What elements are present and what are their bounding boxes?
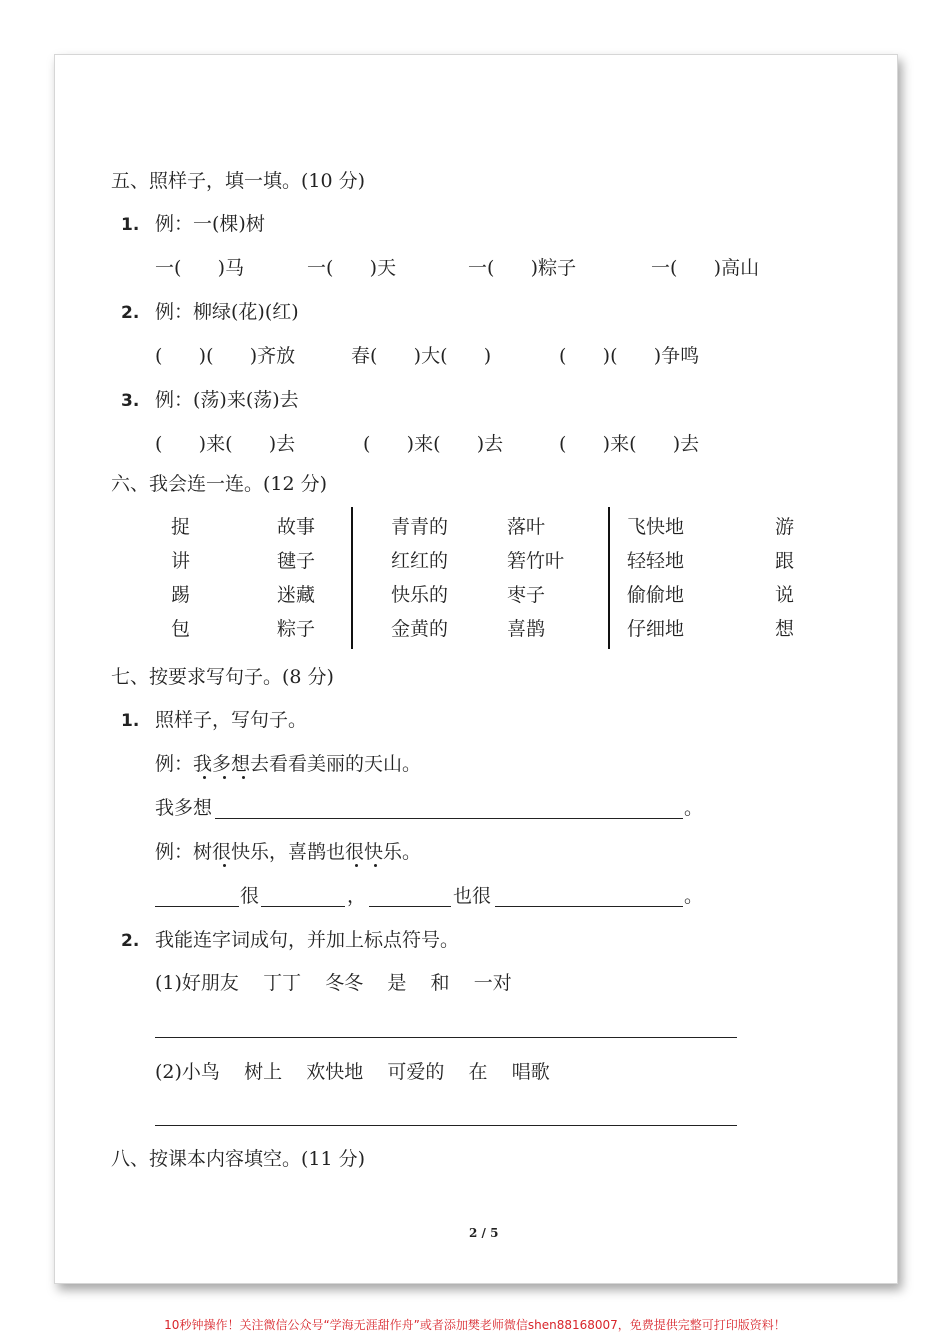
section-6-title: 六、我会连一连。(12 分): [111, 473, 328, 495]
answer-line[interactable]: [215, 818, 683, 819]
q1-number: 1.: [121, 215, 140, 235]
s7-fill-hen: 很: [240, 885, 260, 907]
q1-item-1: 一( )马: [155, 257, 245, 279]
match-g3-right-4: 想: [775, 618, 795, 640]
answer-line[interactable]: [369, 906, 451, 907]
q2-item-1: ( )( )齐放: [155, 345, 296, 367]
q1-item-3: 一( )粽子: [468, 257, 577, 279]
match-g3-left-4: 仔细地: [627, 618, 685, 640]
q1-item-4: 一( )高山: [651, 257, 760, 279]
match-g2-left-2: 红红的: [391, 550, 449, 572]
section-7-title: 七、按要求写句子。(8 分): [111, 666, 334, 688]
q2-item-2: 春( )大( ): [351, 345, 492, 367]
emphasis-dot: [223, 864, 226, 867]
match-g3-right-2: 跟: [775, 550, 795, 572]
q2-example: 例：柳绿(花)(红): [155, 301, 299, 323]
s7-q2-prompt-2: (2)小鸟 树上 欢快地 可爱的 在 唱歌: [155, 1061, 550, 1083]
divider-1: [351, 507, 353, 649]
emphasis-dot: [374, 864, 377, 867]
match-g2-right-1: 落叶: [507, 516, 546, 538]
match-g2-right-4: 喜鹊: [507, 618, 546, 640]
s7-q1-instruction: 照样子，写句子。: [155, 709, 308, 731]
match-g1-left-3: 踢: [171, 584, 191, 606]
section-8-title: 八、按课本内容填空。(11 分): [111, 1148, 366, 1170]
match-g2-left-4: 金黄的: [391, 618, 449, 640]
q3-number: 3.: [121, 391, 140, 411]
emphasis-dot: [203, 776, 206, 779]
s7-example-1: 例：我多想去看看美丽的天山。: [155, 753, 422, 775]
q1-item-2: 一( )天: [307, 257, 397, 279]
s7-example-2: 例：树很快乐，喜鹊也很快乐。: [155, 841, 422, 863]
s7-q1-number: 1.: [121, 711, 140, 731]
match-g3-right-3: 说: [775, 584, 795, 606]
emphasis-dot: [242, 776, 245, 779]
page-number: 2 / 5: [469, 1226, 499, 1240]
s7-fill-period-2: 。: [684, 885, 704, 907]
match-g3-left-2: 轻轻地: [627, 550, 685, 572]
s7-fill-comma: ，: [347, 885, 367, 907]
match-g1-left-1: 捉: [171, 516, 191, 538]
s7-fill-yehen: 也很: [453, 885, 492, 907]
match-g1-left-4: 包: [171, 618, 191, 640]
emphasis-dot: [355, 864, 358, 867]
answer-line[interactable]: [155, 906, 239, 907]
s7-fill-period-1: 。: [684, 797, 704, 819]
divider-2: [608, 507, 610, 649]
s7-fill-prompt-1: 我多想: [155, 797, 213, 819]
q3-item-1: ( )来( )去: [155, 433, 296, 455]
q3-item-3: ( )来( )去: [559, 433, 700, 455]
match-g1-right-2: 毽子: [277, 550, 316, 572]
match-g1-right-4: 粽子: [277, 618, 316, 640]
match-g3-left-1: 飞快地: [627, 516, 685, 538]
match-g2-right-2: 箬竹叶: [507, 550, 565, 572]
answer-line[interactable]: [155, 1125, 737, 1126]
worksheet-page: [54, 54, 898, 1284]
q3-example: 例：(荡)来(荡)去: [155, 389, 299, 411]
match-g3-left-3: 偷偷地: [627, 584, 685, 606]
answer-line[interactable]: [155, 1037, 737, 1038]
q3-item-2: ( )来( )去: [363, 433, 504, 455]
match-g3-right-1: 游: [775, 516, 795, 538]
match-g2-left-3: 快乐的: [391, 584, 449, 606]
match-g1-left-2: 讲: [171, 550, 191, 572]
match-g2-left-1: 青青的: [391, 516, 449, 538]
footer-promo-text: 10秒钟操作！关注微信公众号“学海无涯甜作舟”或者添加樊老师微信shen88168007，免费提供完整可打印版资料！: [164, 1318, 786, 1332]
s7-q2-number: 2.: [121, 931, 140, 951]
s7-q2-instruction: 我能连字词成句，并加上标点符号。: [155, 929, 460, 951]
q2-number: 2.: [121, 303, 140, 323]
emphasis-dot: [223, 776, 226, 779]
match-g2-right-3: 枣子: [507, 584, 546, 606]
answer-line[interactable]: [495, 906, 683, 907]
q2-item-3: ( )( )争鸣: [559, 345, 700, 367]
match-g1-right-3: 迷藏: [277, 584, 316, 606]
section-5-title: 五、照样子，填一填。(10 分): [111, 170, 366, 192]
answer-line[interactable]: [261, 906, 345, 907]
q1-example: 例：一(棵)树: [155, 213, 265, 235]
s7-q2-prompt-1: (1)好朋友 丁丁 冬冬 是 和 一对: [155, 972, 512, 994]
match-g1-right-1: 故事: [277, 516, 316, 538]
